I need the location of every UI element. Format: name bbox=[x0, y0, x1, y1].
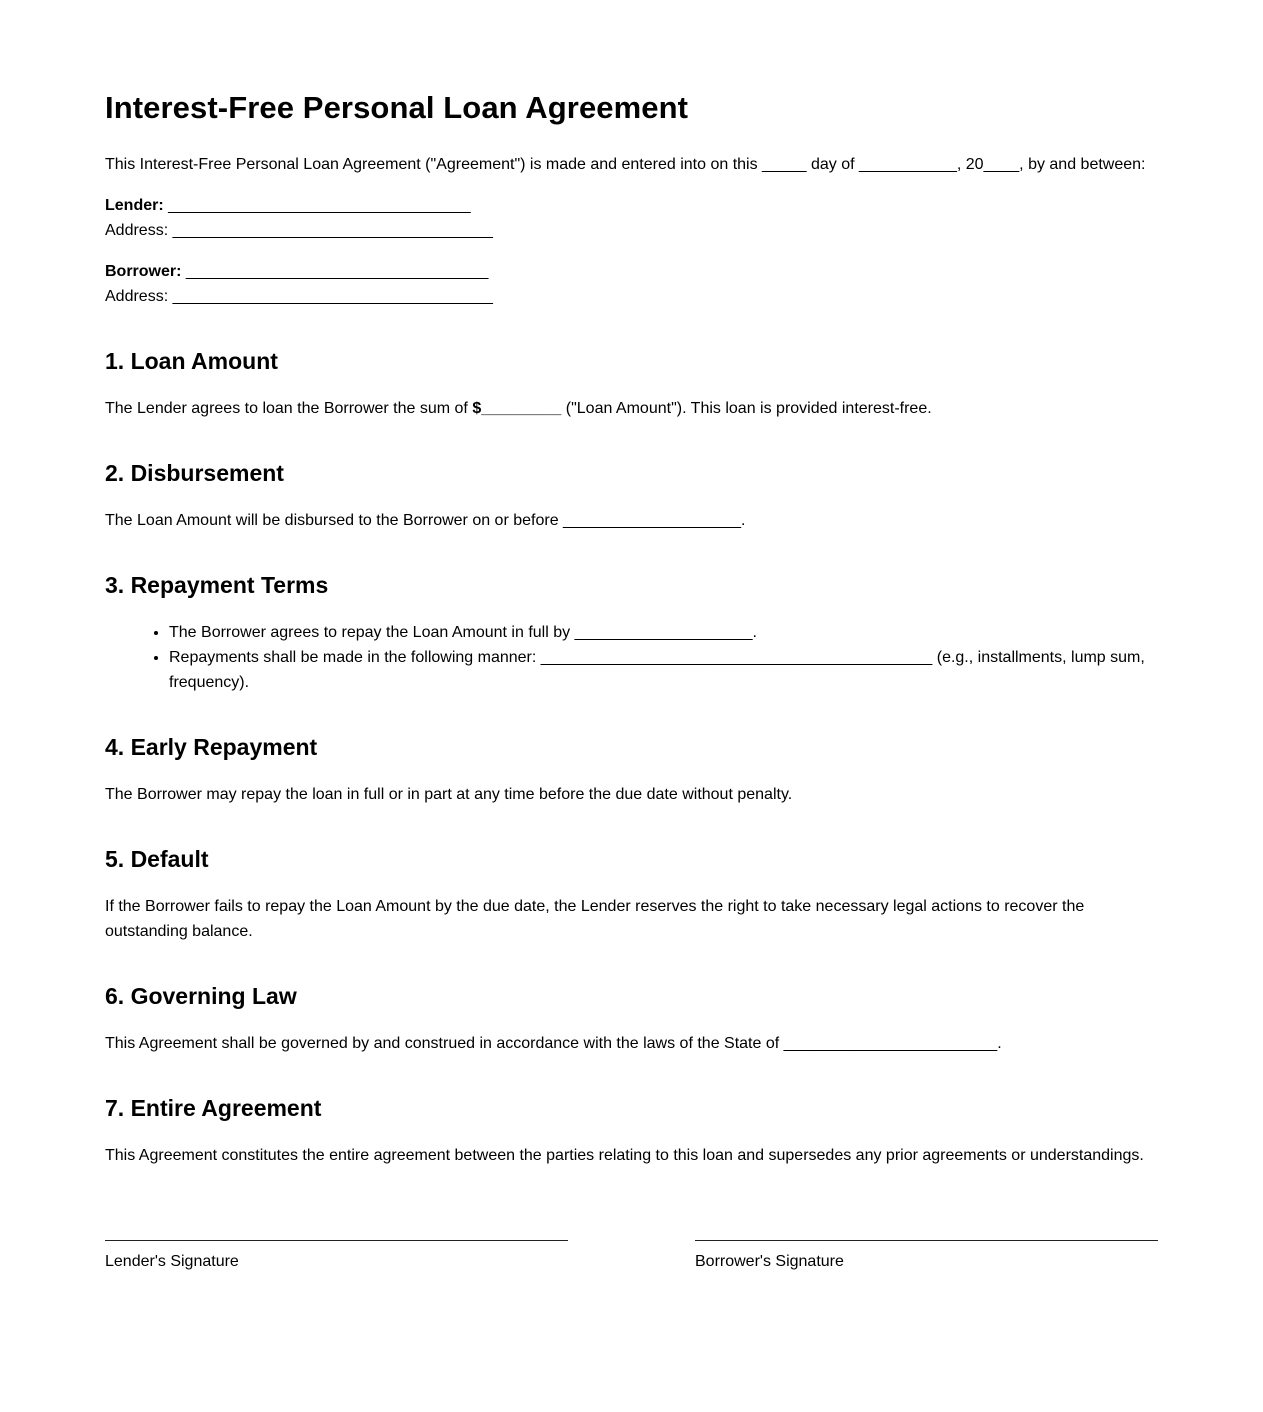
borrower-signature-line bbox=[695, 1240, 1158, 1241]
lender-signature bbox=[105, 1240, 568, 1273]
section-text bbox=[105, 396, 1158, 421]
borrower-address-blank: ____________________________________ bbox=[168, 288, 493, 305]
lender-address-line bbox=[105, 218, 1158, 243]
borrower-block bbox=[105, 259, 1158, 309]
lender-signature-label: Lender's Signature bbox=[105, 1253, 239, 1270]
section-loan-amount bbox=[105, 346, 1158, 421]
section-heading: 2. Disbursement bbox=[105, 460, 284, 486]
section-early-repayment bbox=[105, 732, 1158, 807]
text-fragment: The Lender agrees to loan the Borrower the sum of bbox=[105, 400, 473, 417]
section-default bbox=[105, 844, 1158, 944]
section-governing-law bbox=[105, 981, 1158, 1056]
borrower-address-line bbox=[105, 284, 1158, 309]
section-heading: 4. Early Repayment bbox=[105, 734, 318, 760]
loan-amount-blank: $_________ bbox=[472, 400, 562, 417]
borrower-signature-label: Borrower's Signature bbox=[695, 1253, 844, 1270]
section-heading: 5. Default bbox=[105, 846, 209, 872]
borrower-signature bbox=[695, 1240, 1158, 1273]
section-text: The Loan Amount will be disbursed to the Borrower on or before ____________________. bbox=[105, 512, 746, 529]
lender-address-blank: ____________________________________ bbox=[168, 222, 493, 239]
list-item: • Repayments shall be made in the following manner: ____________________________________________ (e.g., installments, lump sum, frequency). bbox=[169, 645, 1158, 695]
signature-block bbox=[105, 1240, 1158, 1273]
lender-line bbox=[105, 193, 1158, 218]
section-heading: 3. Repayment Terms bbox=[105, 572, 329, 598]
borrower-address-label: Address: bbox=[105, 288, 169, 305]
intro-paragraph: This Interest-Free Personal Loan Agreement ("Agreement") is made and entered into on this _____ day of ___________, 20____, by and between: bbox=[105, 156, 1146, 173]
lender-label: Lender: bbox=[105, 197, 164, 214]
document-title: Interest-Free Personal Loan Agreement bbox=[105, 90, 689, 125]
text-fragment: ("Loan Amount"). This loan is provided interest-free. bbox=[561, 400, 932, 417]
section-entire-agreement bbox=[105, 1093, 1158, 1168]
section-disbursement bbox=[105, 458, 1158, 533]
section-text: The Borrower may repay the loan in full or in part at any time before the due date without penalty. bbox=[105, 786, 793, 803]
lender-address-label: Address: bbox=[105, 222, 169, 239]
section-heading: 6. Governing Law bbox=[105, 983, 297, 1009]
section-text: If the Borrower fails to repay the Loan Amount by the due date, the Lender reserves the right to take necessary legal actions to recover the outstanding balance. bbox=[105, 898, 1085, 940]
borrower-line bbox=[105, 259, 1158, 284]
borrower-name-blank: __________________________________ bbox=[181, 263, 489, 280]
lender-signature-line bbox=[105, 1240, 568, 1241]
repayment-list bbox=[105, 620, 1158, 695]
lender-name-blank: __________________________________ bbox=[163, 197, 471, 214]
section-text: This Agreement shall be governed by and construed in accordance with the laws of the State of ________________________. bbox=[105, 1035, 1002, 1052]
section-heading: 1. Loan Amount bbox=[105, 348, 278, 374]
section-heading: 7. Entire Agreement bbox=[105, 1095, 322, 1121]
section-text: This Agreement constitutes the entire agreement between the parties relating to this loan and supersedes any prior agreements or understandings. bbox=[105, 1147, 1144, 1164]
borrower-label: Borrower: bbox=[105, 263, 182, 280]
list-item: • The Borrower agrees to repay the Loan Amount in full by ____________________. bbox=[169, 620, 1158, 645]
lender-block bbox=[105, 193, 1158, 243]
section-repayment-terms bbox=[105, 570, 1158, 695]
